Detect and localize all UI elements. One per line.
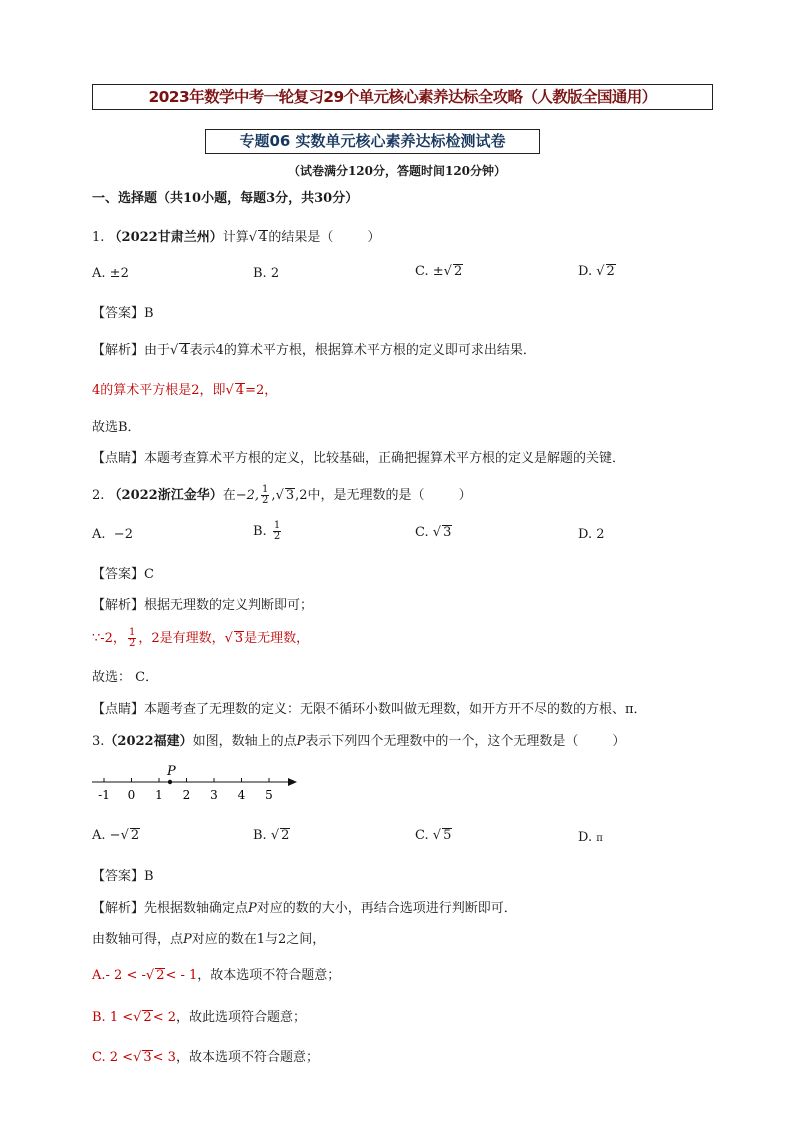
radical-sign: √ [248, 230, 258, 245]
radicand: 2 [281, 828, 290, 843]
comment-line [92, 447, 625, 466]
math-text: 1 < [109, 1010, 134, 1025]
option-label: B. [253, 266, 267, 281]
option-c [415, 525, 452, 540]
radical-sign: √ [275, 488, 284, 503]
option-text: 2 [270, 266, 280, 281]
analysis-text: ，故本选项不符合题意； [175, 1050, 319, 1065]
point-label: P [248, 901, 257, 916]
analysis-text: 对应的数的大小，再结合选项进行判断即可． [256, 901, 517, 916]
option-label: B. [92, 1010, 106, 1025]
fraction [128, 628, 136, 649]
question-2 [92, 484, 472, 506]
radicand: 2 [606, 264, 615, 279]
answer-tag: 【答案】 [92, 869, 145, 884]
numerator: 1 [128, 627, 136, 638]
option-b [253, 521, 283, 542]
answer-line [92, 302, 154, 321]
analysis-text: 先根据数轴确定点 [144, 901, 249, 916]
analysis-text: 由数轴可得，点 [92, 932, 184, 947]
analysis-text: 根据无理数的定义判断即可； [144, 598, 314, 613]
option-d [578, 830, 603, 845]
option-label: D. [578, 527, 593, 542]
question-text: ） [612, 734, 626, 749]
radical-sign: √ [596, 264, 605, 279]
option-a [92, 266, 129, 281]
radicand: 2 [130, 828, 140, 843]
option-analysis-a [92, 964, 340, 983]
option-label: A. [92, 527, 106, 542]
axis-tick-label: 1 [155, 788, 163, 802]
radical-sign: √ [133, 1010, 142, 1025]
option-b [253, 828, 290, 843]
option-label: A. [92, 968, 106, 983]
axis-tick-label: 4 [237, 788, 246, 802]
option-text: ±2 [109, 266, 129, 281]
analysis-step [92, 928, 325, 947]
option-label: C. [415, 264, 429, 279]
point-p-dot [168, 780, 172, 784]
analysis-step [92, 379, 277, 398]
number-line-figure [92, 762, 302, 806]
question-1 [92, 226, 380, 245]
option-label: D. [578, 264, 593, 279]
question-text: ） [458, 488, 472, 503]
point-label: P [183, 932, 192, 947]
analysis-text: 4的算术平方根是2，即 [92, 383, 226, 398]
analysis-text: ，故本选项不符合题意； [197, 968, 341, 983]
option-analysis-c [92, 1046, 319, 1065]
option-text: π [596, 833, 603, 844]
point-label: P [296, 734, 306, 749]
radicand: 2 [143, 1010, 152, 1025]
math-text: < 2 [152, 1010, 176, 1025]
option-label: C. [415, 525, 429, 540]
question-source: （2022福建） [104, 734, 193, 749]
radicand: 4 [235, 383, 245, 398]
math-text: , [271, 488, 276, 503]
comment-tag: 【点睛】 [92, 451, 145, 466]
question-number: 1. [92, 230, 105, 245]
question-text: 的结果是（ [268, 230, 334, 245]
document-title: 2023年数学中考一轮复习29个单元核心素养达标全攻略（人教版全国通用） [92, 84, 713, 110]
radicand: 4 [259, 230, 268, 245]
option-text: 2 [596, 527, 605, 542]
radicand: 2 [156, 968, 165, 983]
option-label: A. [92, 266, 106, 281]
option-label: B. [253, 524, 267, 539]
option-text: −2 [113, 527, 133, 542]
option-d [578, 264, 616, 279]
analysis-line [92, 594, 313, 613]
axis-arrow [288, 778, 297, 786]
document-subtitle: 专题06 实数单元核心素养达标检测试卷 [205, 129, 540, 154]
question-3 [92, 730, 625, 749]
radical-sign: √ [145, 968, 155, 983]
analysis-text: ∵-2， [92, 631, 126, 646]
question-number: 2. [92, 488, 105, 503]
conclusion-line: 故选： C． [92, 670, 159, 685]
exam-meta: （试卷满分120分，答题时间120分钟） [287, 164, 507, 178]
radical-sign: √ [133, 1050, 142, 1065]
question-source: （2022甘肃兰州） [108, 230, 223, 245]
analysis-text: 对应的数在1与2之间， [191, 932, 326, 947]
axis-tick-label: 5 [265, 788, 273, 802]
question-text: 中，是无理数的是（ [307, 488, 425, 503]
denominator: 2 [262, 495, 269, 506]
option-label: A. [92, 828, 106, 843]
answer-tag: 【答案】 [92, 306, 145, 321]
radical-sign: √ [120, 828, 129, 843]
analysis-text: ，2是有理数， [138, 631, 225, 646]
option-label: B. [253, 828, 267, 843]
radicand: 3 [443, 525, 452, 540]
answer-line [92, 865, 154, 884]
option-label: C. [415, 828, 429, 843]
option-label: D. [578, 830, 593, 845]
radicand: 5 [443, 828, 452, 843]
analysis-text: 表示4的算术平方根，根据算术平方根的定义即可求出结果． [189, 343, 536, 358]
denominator: 2 [128, 638, 136, 649]
option-label: C. [92, 1050, 106, 1065]
option-a [92, 527, 133, 542]
answer-value: C [144, 567, 154, 582]
radical-sign: √ [225, 383, 234, 398]
question-text: 表示下列四个无理数中的一个，这个无理数是（ [305, 734, 579, 749]
radical-sign: √ [443, 264, 452, 279]
answer-value: B [144, 306, 154, 321]
comment-text: 本题考查了无理数的定义：无限不循环小数叫做无理数，如开方开不尽的数的方根、π． [144, 702, 647, 717]
math-text: −2, [235, 488, 260, 503]
radicand: 3 [285, 488, 295, 503]
analysis-text: 由于 [144, 343, 171, 358]
axis-tick-label: 3 [210, 788, 218, 802]
numerator: 1 [273, 520, 281, 531]
question-text: ） [367, 230, 381, 245]
option-text: − [109, 828, 121, 843]
math-text: < - 1 [165, 968, 198, 983]
radical-sign: √ [224, 631, 233, 646]
analysis-line [92, 897, 517, 916]
conclusion-line: 故选B． [92, 420, 141, 435]
math-text: - 2 < - [105, 968, 146, 983]
question-source: （2022浙江金华） [108, 488, 223, 503]
question-text: 在 [222, 488, 236, 503]
option-text: ± [432, 264, 444, 279]
fraction [261, 485, 269, 506]
axis-tick-label: 2 [182, 788, 191, 802]
point-p-label: P [167, 764, 176, 779]
option-b [253, 266, 279, 281]
option-a [92, 828, 140, 843]
math-text: 2 < [109, 1050, 134, 1065]
radicand: 3 [143, 1050, 152, 1065]
radicand: 4 [180, 343, 189, 358]
axis-tick-label: 0 [127, 788, 136, 802]
comment-text: 本题考查算术平方根的定义，比较基础，正确把握算术平方根的定义是解题的关键． [144, 451, 626, 466]
analysis-step [92, 627, 309, 649]
analysis-tag: 【解析】 [92, 901, 145, 916]
radical-sign: √ [432, 525, 442, 540]
question-text: 计算 [222, 230, 249, 245]
axis-tick-label: -1 [98, 788, 110, 802]
comment-tag: 【点睛】 [92, 702, 145, 717]
analysis-tag: 【解析】 [92, 343, 145, 358]
math-text: ,2 [295, 488, 308, 503]
section-heading: 一、选择题（共10小题，每题3分，共30分） [92, 191, 359, 206]
radicand: 2 [453, 264, 463, 279]
radical-sign: √ [270, 828, 280, 843]
question-text: 如图，数轴上的点 [192, 734, 297, 749]
answer-tag: 【答案】 [92, 567, 145, 582]
analysis-tag: 【解析】 [92, 598, 145, 613]
option-analysis-b [92, 1006, 306, 1025]
denominator: 2 [273, 531, 281, 542]
analysis-text: ，故此选项符合题意； [176, 1010, 307, 1025]
numerator: 1 [262, 484, 269, 495]
math-text: < 3 [152, 1050, 176, 1065]
fraction [273, 521, 281, 542]
analysis-line [92, 339, 536, 358]
option-d [578, 527, 605, 542]
radicand: 3 [234, 631, 244, 646]
radical-sign: √ [170, 343, 179, 358]
answer-line [92, 563, 154, 582]
analysis-text: 是无理数， [244, 631, 310, 646]
question-number: 3. [92, 734, 105, 749]
answer-value: B [144, 869, 154, 884]
analysis-text: =2， [245, 383, 278, 398]
comment-line [92, 698, 647, 717]
option-c [415, 828, 452, 843]
option-c [415, 264, 463, 279]
radical-sign: √ [432, 828, 442, 843]
